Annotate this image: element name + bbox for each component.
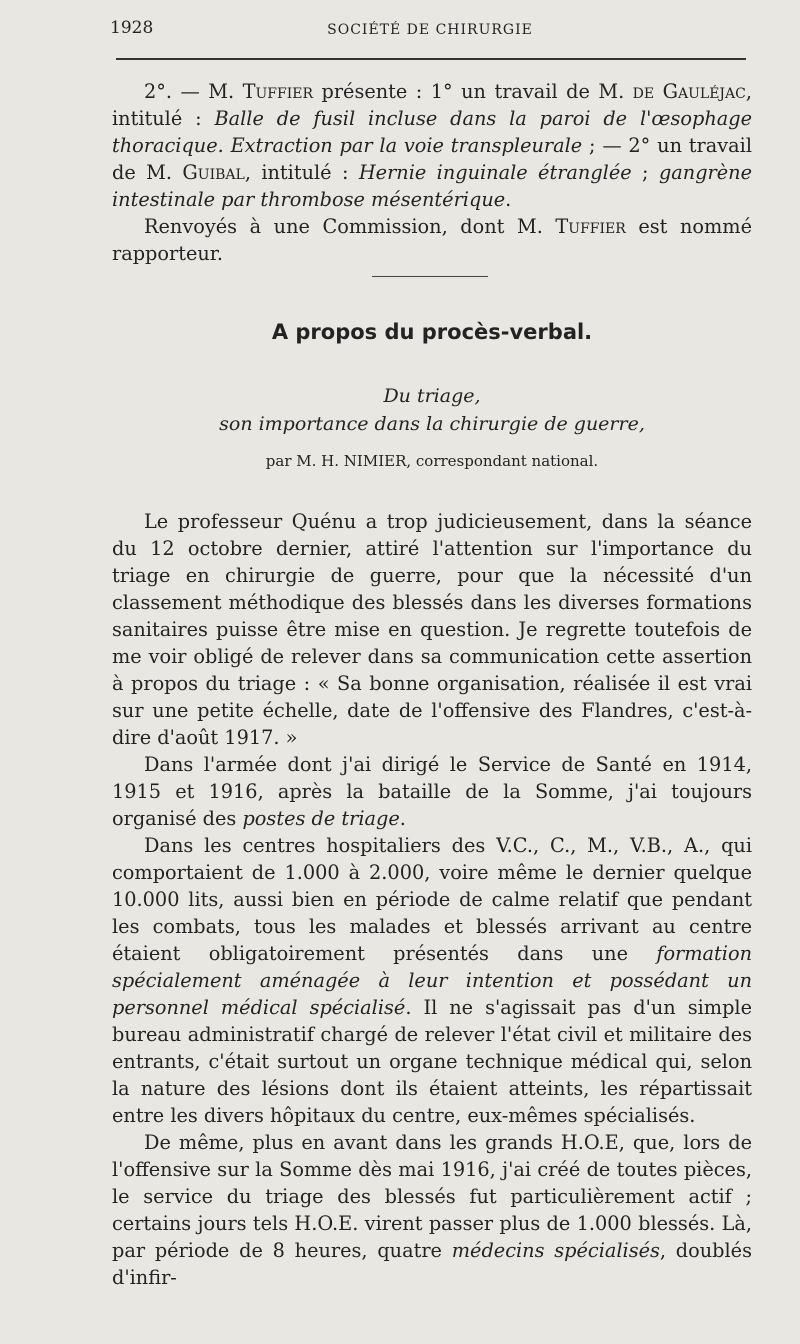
- intro-text: , intitulé :: [112, 80, 752, 130]
- commission-text: est nommé rapporteur.: [112, 215, 752, 265]
- article-body: [112, 508, 752, 1291]
- page-number: 1928: [110, 18, 154, 38]
- author-name: Guibal: [182, 161, 245, 184]
- section-title: A propos du procès-verbal.: [271, 320, 593, 344]
- intro-text: , intitulé :: [244, 161, 359, 184]
- commission-paragraph: [112, 213, 752, 267]
- work-title: Hernie inguinale étranglée: [358, 161, 632, 184]
- article-paragraph: Dans l'armée dont j'ai dirigé le Service de Santé en 1914, 1915 et 1916, après la bataille de la Somme, j'ai toujours organisé des postes de triage.: [112, 753, 752, 830]
- page-header: [110, 14, 750, 48]
- article-subtitle: [112, 382, 752, 438]
- work-title: gangrène intestinale par thrombose mésentérique: [112, 161, 752, 211]
- header-rule: [116, 58, 746, 60]
- author-name: de Gauléjac: [632, 80, 746, 103]
- emphasis: médecins spécialisés: [451, 1239, 660, 1262]
- commission-text: Renvoyés à une Commission, dont M.: [144, 215, 556, 238]
- article-paragraph: Dans les centres hospitaliers des V.C., C., M., V.B., A., qui comportaient de 1.000 à 2.000, voire même le dernier quelque 10.000 lits, aussi bien en période de calme relatif que pendant les combats, tous les malades et blessés arrivant au centre étaient obligatoirement présentés dans une formation spécialement aménagée à leur intention et possédant un personnel médical spécialisé. Il ne s'agissait pas d'un simple bureau administratif chargé de relever l'état civil et militaire des entrants, c'était surtout un organe technique médical qui, selon la nature des lésions dont ils étaient atteints, les répartissait entre les divers hôpitaux du centre, eux-mêmes spécialisés.: [112, 834, 753, 1127]
- section-divider: [372, 276, 488, 277]
- emphasis: formation spécialement aménagée à leur intention et possédant un personnel médical spécialisé: [112, 942, 752, 1019]
- article-paragraph: De même, plus en avant dans les grands H.O.E, que, lors de l'offensive sur la Somme dès mai 1916, j'ai créé de toutes pièces, le service du triage des blessés fut particulièrement actif ; certains jours tels H.O.E. virent passer plus de 1.000 blessés. Là, par période de 8 heures, quatre médecins spécialisés, doublés d'infir-: [112, 1131, 752, 1289]
- article-byline: par M. H. NIMIER, correspondant national.: [265, 452, 599, 470]
- presenter-name: Tuffier: [242, 80, 313, 103]
- subtitle-line: Du triage,: [383, 385, 481, 407]
- rapporteur-name: Tuffier: [555, 215, 626, 238]
- intro-paragraph: [112, 78, 752, 213]
- running-title: SOCIÉTÉ DE CHIRURGIE: [327, 22, 533, 38]
- item-number: 2°. — M.: [144, 80, 243, 103]
- intro-block: [112, 78, 752, 267]
- intro-text: ;: [631, 161, 659, 184]
- subtitle-line: son importance dans la chirurgie de guerre,: [219, 413, 645, 435]
- intro-text: présente : 1° un travail de M.: [313, 80, 633, 103]
- work-title: Balle de fusil incluse dans la paroi de l'œsophage thoracique. Extraction par la voie transpleurale: [112, 107, 752, 157]
- emphasis: postes de triage: [242, 807, 400, 830]
- intro-text: ; — 2° un travail de M.: [112, 134, 752, 184]
- intro-text: .: [505, 188, 512, 211]
- article-paragraph: Le professeur Quénu a trop judicieusement, dans la séance du 12 octobre dernier, attiré l'attention sur l'importance du triage en chirurgie de guerre, pour que la nécessité d'un classement méthodique des blessés dans les diverses formations sanitaires puisse être mise en question. Je regrette toutefois de me voir obligé de relever dans sa communication cette assertion à propos du triage : « Sa bonne organisation, réalisée il est vrai sur une petite échelle, date de l'offensive des Flandres, c'est-à-dire d'août 1917. »: [112, 510, 752, 749]
